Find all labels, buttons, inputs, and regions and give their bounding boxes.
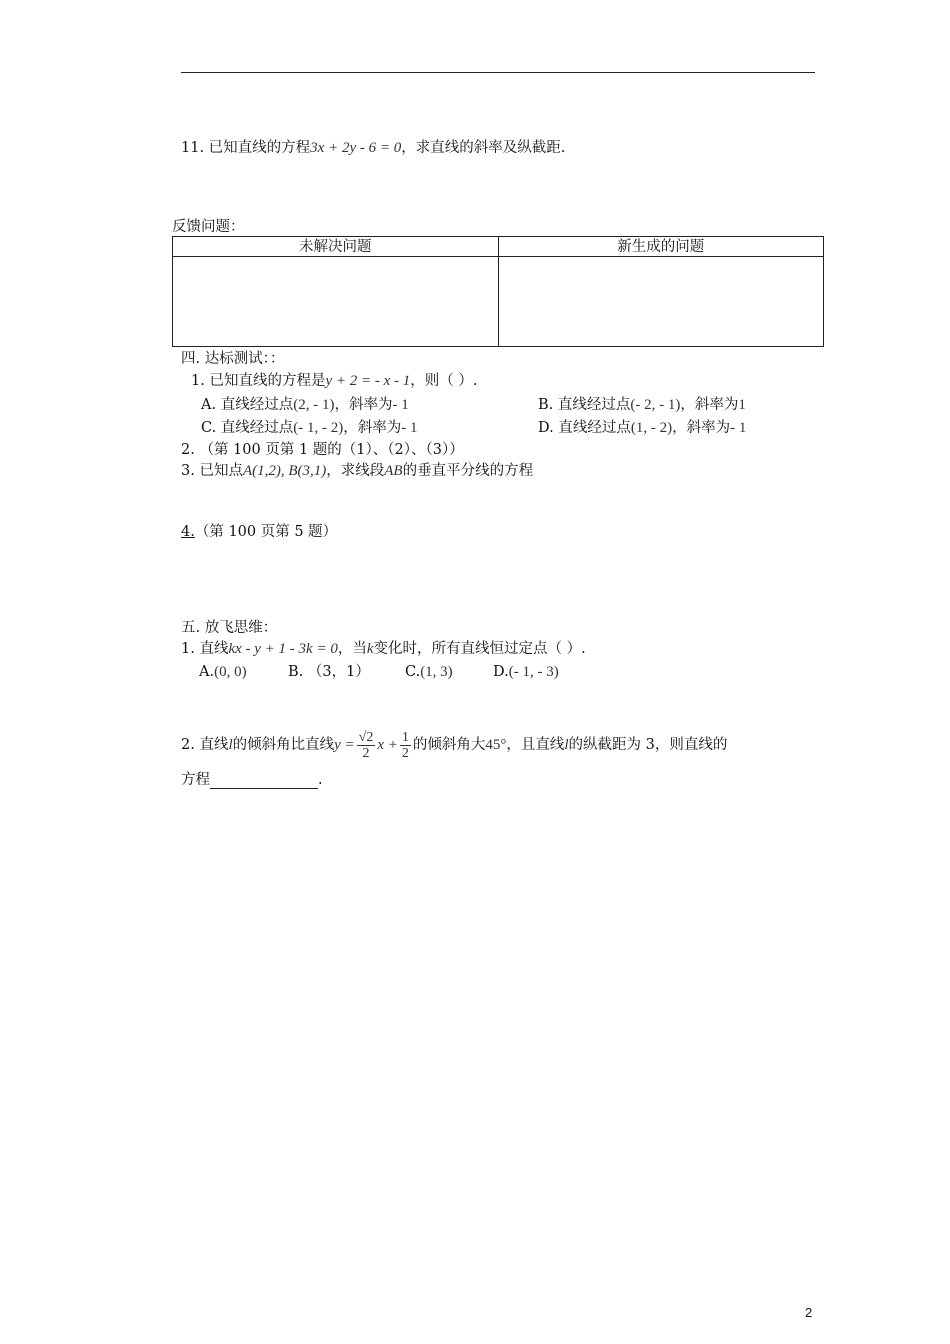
s5-q2-numerator-2: 1	[401, 729, 409, 745]
s4-opt-d-value: - 1	[730, 420, 747, 436]
s4-option-a	[201, 396, 409, 414]
s5-option-d	[493, 663, 559, 681]
s5-q1-var: k	[366, 641, 374, 657]
s4-opt-a-value: - 1	[392, 397, 409, 413]
s4-opt-d-label: D. 直线经过点	[538, 420, 631, 436]
s5-question-2	[181, 728, 727, 762]
header-rule	[181, 72, 815, 73]
s4-question-1	[191, 372, 477, 390]
col-new-header: 新生成的问题	[498, 237, 824, 257]
s5-q2-var2: l	[564, 737, 569, 753]
s5-opt-d-value: (- 1, - 3)	[508, 664, 559, 680]
page-number: 2	[805, 1305, 813, 1320]
s5-opt-d-label: D.	[493, 664, 509, 680]
s4-opt-d-slope: ，斜率为	[672, 420, 731, 436]
s5-q2-mid1: 的倾斜角比直线	[232, 737, 335, 753]
new-questions-cell[interactable]	[498, 257, 824, 347]
s5-q2-var: l	[228, 737, 233, 753]
s5-q1-prefix: 1. 直线	[181, 641, 229, 657]
q11-equation: 3x + 2y - 6 = 0	[310, 140, 402, 156]
feedback-table	[172, 236, 824, 347]
s4-opt-c-label: C. 直线经过点	[201, 420, 294, 436]
s4-opt-d-point: (1, - 2)	[630, 420, 673, 436]
s4-opt-b-point: (- 2, - 1)	[630, 397, 681, 413]
s5-q2-end: .	[318, 772, 323, 788]
s4-question-3	[181, 462, 533, 480]
q11-suffix: ，求直线的斜率及纵截距.	[401, 140, 566, 156]
answer-blank[interactable]	[210, 773, 318, 789]
s5-q1-equation: kx - y + 1 - 3k = 0	[228, 641, 338, 657]
s5-question-1	[181, 640, 586, 658]
s5-q2-y: y =	[334, 737, 355, 753]
s4-q4-text: （第 100 页第 5 题）	[194, 524, 338, 540]
s4-option-c	[201, 419, 418, 437]
s4-opt-a-point: (2, - 1)	[293, 397, 335, 413]
s4-opt-a-slope: ，斜率为	[334, 397, 393, 413]
s4-q3-points: A(1,2), B(3,1)	[242, 463, 327, 479]
s4-question-4	[181, 523, 337, 541]
s4-q3-segment: AB	[384, 463, 403, 479]
s5-q2-mid3: ，且直线	[506, 737, 565, 753]
s4-option-b	[538, 396, 746, 414]
s5-q2-prefix: 2. 直线	[181, 737, 229, 753]
s5-q1-suffix: 变化时，所有直线恒过定点（ ）.	[373, 641, 586, 657]
s4-q3-suffix-b: 的垂直平分线的方程	[402, 463, 534, 479]
s5-q2-denominator-2: 2	[401, 745, 409, 761]
s4-opt-c-slope: ，斜率为	[343, 420, 402, 436]
s5-q2-x: x +	[377, 737, 398, 753]
s4-opt-b-label: B. 直线经过点	[538, 397, 631, 413]
s5-question-2-line2	[181, 771, 323, 789]
s5-opt-c-label: C.	[405, 664, 421, 680]
s4-q3-prefix: 3. 已知点	[181, 463, 243, 479]
s5-option-a	[199, 663, 247, 681]
s4-q1-prefix: 1. 已知直线的方程是	[191, 373, 326, 389]
s4-opt-c-point: (- 1, - 2)	[293, 420, 344, 436]
s4-option-d	[538, 419, 746, 437]
s4-question-2: 2. （第 100 页第 1 题的（1）、（2）、（3））	[181, 442, 464, 458]
question-11	[181, 139, 565, 157]
unsolved-cell[interactable]	[173, 257, 499, 347]
s4-q3-suffix-a: ，求线段	[326, 463, 385, 479]
s5-q2-sqrt-numerator: √2	[358, 729, 374, 745]
s4-q1-equation: y + 2 = - x - 1	[325, 373, 411, 389]
q11-prefix: 11. 已知直线的方程	[181, 140, 311, 156]
section-4-heading: 四. 达标测试：：	[181, 351, 285, 367]
s5-q2-fraction-2	[400, 730, 411, 761]
col-unsolved-header: 未解决问题	[173, 237, 499, 257]
s5-q2-mid2: 的倾斜角大	[412, 737, 486, 753]
s5-q2-denominator-1: 2	[362, 745, 370, 761]
feedback-title: 反馈问题：	[172, 219, 245, 235]
s4-opt-a-label: A. 直线经过点	[201, 397, 294, 413]
s5-opt-c-value: (1, 3)	[420, 664, 453, 680]
s5-q2-fraction-1	[357, 730, 376, 761]
s5-option-c	[405, 663, 453, 681]
s5-opt-a-label: A.	[199, 664, 215, 680]
s5-q2-line2-text: 方程	[181, 772, 210, 788]
s4-opt-b-slope: ，斜率为	[680, 397, 739, 413]
s4-q4-number: 4.	[181, 524, 195, 540]
s5-q2-angle: 45°	[485, 737, 507, 753]
s4-opt-b-value: 1	[738, 397, 746, 413]
s5-opt-a-value: (0, 0)	[214, 664, 247, 680]
s5-q1-mid: ，当	[337, 641, 367, 657]
s4-q1-suffix: ，则（ ）.	[410, 373, 478, 389]
s5-option-b: B. （3，1）	[288, 664, 370, 680]
s5-q2-mid4: 的纵截距为 3，则直线的	[568, 737, 728, 753]
section-5-heading: 五. 放飞思维：	[181, 620, 278, 636]
s4-opt-c-value: - 1	[401, 420, 418, 436]
